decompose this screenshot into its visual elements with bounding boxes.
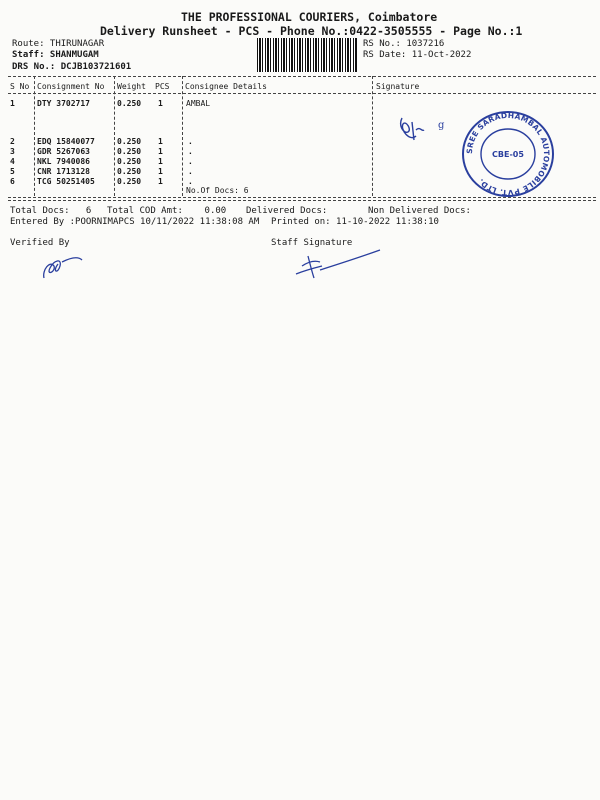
table-bottom-rule-2	[8, 200, 596, 201]
row-weight: 0.250	[117, 157, 142, 166]
col-header-weight: Weight	[117, 82, 146, 91]
signature-note: g	[438, 120, 445, 131]
row-consignment: CNR 1713128	[37, 167, 90, 176]
company-title: THE PROFESSIONAL COURIERS, Coimbatore	[181, 10, 438, 24]
row-sno: 2	[10, 137, 15, 146]
stamp-text: SREE SARADHAMBAL AUTOMOBILE PVT. LTD.	[464, 110, 552, 198]
row-sno: 3	[10, 147, 15, 156]
row-consignee: .	[188, 157, 193, 166]
row-pcs: 1	[158, 99, 163, 108]
row-pcs: 1	[158, 137, 163, 146]
delivered-docs: Delivered Docs:	[246, 206, 328, 216]
staff-label: Staff: SHANMUGAM	[12, 50, 99, 60]
row-consignment: NKL 7940086	[37, 157, 90, 166]
table-top-rule	[8, 76, 596, 77]
header-bottom-rule	[8, 93, 596, 94]
col-header-signature: Signature	[376, 82, 420, 91]
row-sno: 6	[10, 177, 15, 186]
staff-signature-icon	[292, 246, 384, 282]
row-consignee: AMBAL	[186, 99, 211, 108]
row-weight: 0.250	[117, 99, 142, 108]
col-header-sno: S No	[10, 82, 30, 91]
row-pcs: 1	[158, 167, 163, 176]
row-consignee: .	[188, 177, 193, 186]
row-weight: 0.250	[117, 167, 142, 176]
rs-date: RS Date: 11-Oct-2022	[363, 50, 472, 60]
non-delivered-docs: Non Delivered Docs:	[368, 206, 471, 216]
row-pcs: 1	[158, 157, 163, 166]
runsheet-title: Delivery Runsheet - PCS - Phone No.:0422-3505555 - Page No.:1	[100, 24, 523, 38]
col-header-consignment: Consignment No	[37, 82, 105, 91]
rs-number: RS No.: 1037216	[363, 39, 445, 49]
drs-number: DRS No.: DCJB103721601	[12, 62, 132, 72]
row-pcs: 1	[158, 177, 163, 186]
row-consignment: GDR 5267063	[37, 147, 90, 156]
row-consignment: TCG 50251405	[37, 177, 95, 186]
row-pcs: 1	[158, 147, 163, 156]
row-consignee: .	[188, 137, 193, 146]
total-cod: Total COD Amt: 0.00	[107, 206, 227, 216]
barcode	[257, 38, 357, 72]
row-weight: 0.250	[117, 137, 142, 146]
handwritten-signature-icon	[394, 112, 454, 148]
total-docs: Total Docs: 6	[10, 206, 92, 216]
entered-by: Entered By :POORNIMAPCS 10/11/2022 11:38:08 AM	[10, 217, 260, 227]
printed-on: Printed on: 11-10-2022 11:38:10	[271, 217, 439, 227]
no-of-docs: No.Of Docs: 6	[186, 186, 249, 195]
row-consignee: .	[188, 147, 193, 156]
verifier-signature-icon	[36, 252, 86, 284]
row-sno: 4	[10, 157, 15, 166]
stamp-code: CBE-05	[492, 150, 524, 159]
route-label: Route: THIRUNAGAR	[12, 39, 105, 49]
row-weight: 0.250	[117, 147, 142, 156]
col-header-pcs: PCS	[155, 82, 170, 91]
verified-by-label: Verified By	[10, 238, 70, 248]
row-sno: 1	[10, 99, 15, 108]
row-consignment: EDQ 15840077	[37, 137, 95, 146]
row-consignment: DTY 3702717	[37, 99, 90, 108]
row-consignee: .	[188, 167, 193, 176]
row-weight: 0.250	[117, 177, 142, 186]
row-sno: 5	[10, 167, 15, 176]
col-header-consignee: Consignee Details	[185, 82, 267, 91]
company-stamp-icon	[458, 108, 558, 200]
staff-signature-label: Staff Signature	[271, 238, 353, 248]
